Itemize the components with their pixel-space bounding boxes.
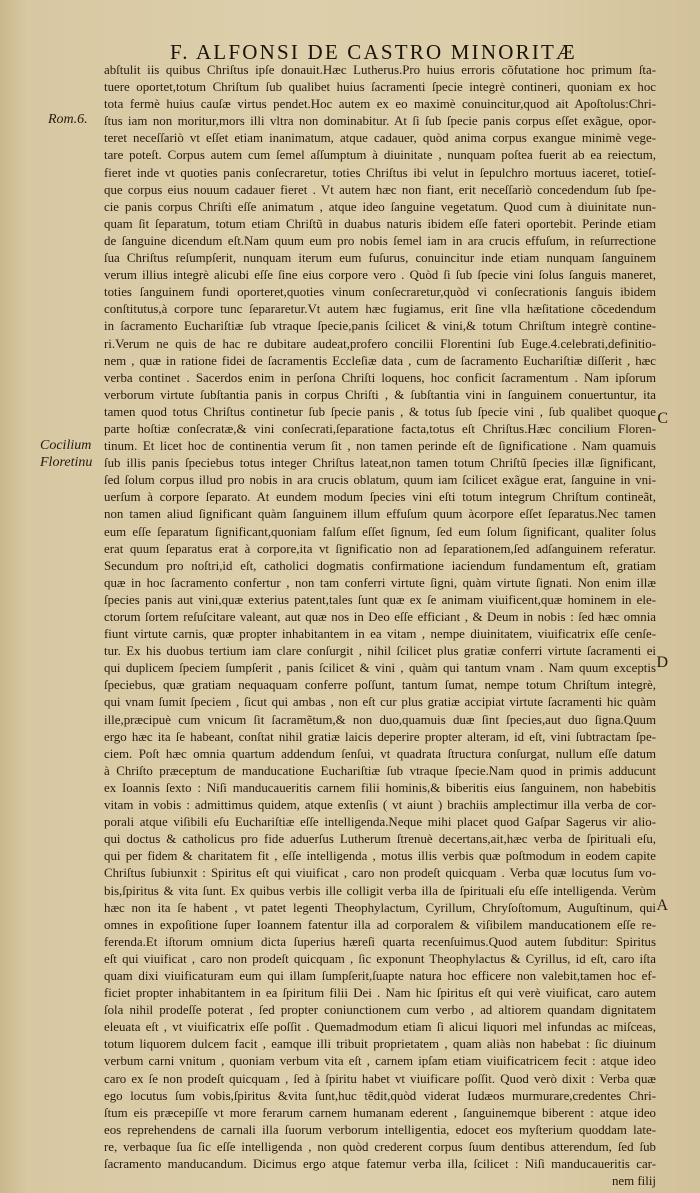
text-line: eleuata eſt , vt viuificatrix eſſe poſſit . Quemadmodum etiam ſi alicui liquori mel infundas ac miſceas, [104, 1020, 656, 1035]
margin-note-concilium: Cocilium [40, 438, 92, 453]
text-line: qui duplicem ſpeciem ſumpſerit , panis ſcilicet & vini , quàm qui tantum vnam . Nam quum exceptis [104, 661, 656, 676]
text-line: cie panis corpus Chriſti eſſe animatum , atque ideo ſanguine vegetatum. Quod cum à diuinitate nun- [104, 199, 656, 214]
text-line: quam ſit ſeparatum, totum etiam Chriſtũ in duabus naturis ibidem eſſe fateri oportebit. Perinde etiam [104, 216, 656, 231]
text-line: de ſanguine dicendum eſt.Nam quum eum pro nobis ſemel iam in ara crucis effuſum, in reſurrectione [104, 233, 656, 248]
text-line: verum illius integrè alicubi eſſe ſine eius corpore vero . Quòd ſi ſub ſpecie vini ſolus ſanguis maneret, [104, 268, 656, 283]
text-line: ſola nihil prodeſſe poterat , ſed propter coniunctionem cum verbo , ad altiorem quandam dignitatem [104, 1003, 656, 1018]
text-line: ſpeciebus, quæ gratiam nequaquam conferre poſſunt, tantum ſumat, nempe totum Chriſtum integrè, [104, 678, 656, 693]
text-line: ſub illis panis ſpeciebus totus integer Chriſtus lateat,non tamen totum Chriſtũ ſpecies illæ ſignificant, [104, 456, 656, 471]
text-line: ciem. Poſt hæc omnia quartum addendum ſenſui, vt quadrata ſtructura conſurgat, nullum eſſe datum [104, 746, 656, 761]
text-line: verborum virtute ſubſtantia panis in corpus Chriſti , & ſubſtantia vini in ſanguinem conuertuntur, ita [104, 387, 656, 402]
text-line: tur. Ex his duobus tertium iam clare conſurgit , nihil ſcilicet plus gratiæ conferri virtute ſacramenti ei [104, 644, 656, 659]
text-line: quam dixi viuificaturam eum qui illam ſumpſerit,ſuapte natura hoc efficere non valebit,tamen hoc ef- [104, 968, 656, 983]
text-line: tuere oportet,totum Chriſtum ſub qualibet huius ſacramenti ſpecie integrè contineri, quoniam ex hoc [104, 80, 656, 95]
text-line: ſtum eis præcepiſſe vt more ferarum carnem humanam ederent , ſanguinemque biberent : atque ideo [104, 1105, 656, 1120]
text-line: verbum carni vnitum , quoniam verbum vita eſt , carnem ipſam etiam viuificatricem fecit : atque ideo [104, 1054, 656, 1069]
text-line: ri.Verum ne quis de hac re dubitare audeat,profero concilii Florentini ſub Euge.4.celebrati,definitio- [104, 336, 656, 351]
text-line: vitam in vobis : admittimus quidem, atque extenſis ( vt aiunt ) brachiis amplectimur illa verba de cor- [104, 798, 656, 813]
text-line: tinum. Et licet hoc de continentia verum ſit , non tamen perinde eſt de ſignificatione . Nam quamuis [104, 439, 656, 454]
text-line: tamen quod totus Chriſtus continetur ſub ſpecie panis , & totus ſub ſpecie vini , ſub qualibet quoque [104, 404, 656, 419]
margin-note-florentinum: Floretinu [40, 455, 93, 470]
text-line: quæ in hoc ſacramento confertur , non tam conferri virtute ſigni, quàm virtute ſignati. Non enim illæ [104, 575, 656, 590]
text-line: ergo hæc ita ſe habeant, conſtat nihil gratiæ laicis deperire propter alteram, id eſt, vini ſubtractam ſpe- [104, 729, 656, 744]
text-line: eum eſſe ſeparatum ſignificant,quoniam falſum eſſet ſignum, ſed eum ſolum ſignificant, qualiter ſolus [104, 524, 656, 539]
text-line: ficiet propter inhabitantem in ea ſpiritum filii Dei . Nam hic ſpiritus eſt qui verè viuificat, caro autem [104, 986, 656, 1001]
text-line: tota fermè huius cauſæ virtus pendet.Hoc autem ex eo maximè conuincitur,quod ait Apoſtolus:Chri- [104, 97, 656, 112]
text-line: in ſacramento Euchariſtiæ ſub vtraque ſpecie,panis ſcilicet & vini,& totum Chriſtum integrè contine- [104, 319, 656, 334]
text-line: toties ſanguinem fundi oporteret,quoties vinum conſecraretur,quòd vi conſecrationis ſanguis ibidem [104, 285, 656, 300]
side-letter-a: A [656, 897, 668, 914]
text-line: teret neceſſariò vt eſſet etiam inanimatum, atque cadauer, quòd anima corpus exangue minimè vege- [104, 131, 656, 146]
text-line: eſt qui viuificat , caro non prodeſt quicquam , ſic exponunt Theophylactus & Cyrillus, id eſt, caro iſta [104, 951, 656, 966]
text-line: ctorum ſortem reſuſcitare valeant, aut quæ nos in Deo eſſe efficiant , & Deum in nobis : ſed hæc omnia [104, 610, 656, 624]
text-line: uerſum à corpore ſeparato. At eundem modum ſpecies vini eſti totum integrum Chriſtum contineãt, [104, 490, 656, 505]
text-line: à Chriſto præceptum de manducatione Euchariſtiæ ſub vtraque ſpecie.Nam quod in primis adducunt [104, 763, 656, 778]
text-line: qui per fidem & charitatem fit , eſſe intelligenda , motus illis verbis quæ poſtmodum in eodem capite [104, 849, 656, 864]
text-line: nem , quæ in ratione fidei de ſacramentis Eccleſiæ data , cum de ſacramento Euchariſtiæ diſſerit , hæc [104, 353, 656, 368]
text-line: conſtitutus,à corpore tunc ſepararetur.Vt autem hæc fugiamus, erit ſine vlla hæſitatione cõcedendum [104, 302, 656, 317]
text-line: hæc non ita ſe habent , vt patet legenti Theophylactum, Cyrillum, Chryſoſtomum, Auguſtinum, qui [104, 900, 656, 915]
body-text [104, 62, 656, 1190]
text-line: ſtus iam non moritur,mors illi vltra non dominabitur. At ſi ſub ſpecie panis corpus eſſet exãgue, opor- [104, 114, 656, 129]
text-line: ſua Chriſtus reſumpſerit, nunquam iterum eum fuſurus, conuincitur inde etiam nunquam ſanguinem [104, 251, 656, 266]
text-line: ex Ioannis ſexto : Niſi manducaueritis carnem filii hominis,& biberitis eius ſanguinem, non habebitis [104, 780, 656, 795]
side-letter-d: D [656, 654, 668, 671]
text-line: fiunt virtute carnis, quæ propter inhabitantem in ea vitam , nempe diuinitatem, viuificatrix eſſe cenſe- [104, 627, 656, 642]
text-line: omnes in expoſitione ſuper Ioannem fatentur illa ad corporalem & viſibilem manducationem eſſe re- [104, 917, 656, 932]
text-line: non tamen aliud ſignificant quàm ſanguinem illum effuſum quum àcorpore eſſet ſeparatus.Nec tamen [104, 507, 656, 522]
text-line: caro ex ſe non prodeſt quicquam , ſed à ſpiritu habet vt viuificare poſſit. Quod verò dixit : Verba quæ [104, 1071, 656, 1086]
text-line: ſpecies panis aut vini,quæ exterius patent,tales ſunt quæ ex ſe animam viuificent,quæ hominem in ele- [104, 592, 656, 607]
text-line: parte hoſtiæ conſecratæ,& vini conſecrati,ſeparatione facta,totus eſt Chriſtus.Hæc concilium Floren- [104, 421, 656, 436]
text-line: ſed ſolum corpus illud pro nobis in ara crucis oblatum, quum iam ſcilicet exãgue erat, ſanguine in vni- [104, 473, 656, 488]
text-line: Chriſtus ſubiunxit : Spiritus eſt qui viuificat , caro non prodeſt quicquam . Verba quæ locutus ſum vo- [104, 866, 656, 881]
text-line: ferenda.Et iſtorum omnium dicta ſuperius hæreſi quarta recenſuimus.Quod autem ſubditur: Spiritus [104, 934, 656, 949]
text-line: qui doctus & catholicus pro fide aduerſus Lutherum ſtrenuè decertans,ait,hæc verba de ſpirituali eſu, [104, 832, 656, 847]
text-line: ſacramento manducandum. Dicimus ergo atque fatemur verba illa, ſcilicet : Niſi manducaueritis car- [104, 1157, 656, 1171]
text-line: re, verbaque ſua ſic eſſe intelligenda , non quòd crederent corpus ſuum dentibus atterendum, ſed ſub [104, 1139, 656, 1154]
text-line: que corpus eius nouum cadauer fieret . Vt autem hæc non fiant, erit neceſſariò concedendum ſub ſpe- [104, 182, 656, 197]
text-line: porali atque viſibili eſu Euchariſtiæ eſſe intelligenda.Neque mihi placet quod Gaſpar Sagerus vir alio- [104, 815, 656, 830]
text-line: qui vnam ſumit ſpeciem , ſicut qui ambas , non eſt cur plus gratiæ accipiat virtute ſacramenti hic quàm [104, 695, 656, 710]
margin-note-rom: Rom.6. [48, 112, 88, 127]
text-line: erat quum ſeparatus erat à corpore,ita vt ſignificatio non ad ſeparationem,ſed adſanguinem referatur. [104, 541, 656, 556]
text-line: totum liquorem dulcem facit , eamque illi tribuit proprietatem , quam aliàs non habebat : ſic diuinum [104, 1037, 656, 1052]
text-line: ego locutus ſum vobis,ſpiritus &vita ſunt,huc tẽdit,quòd viderat Iudæos murmurare,credentes Chri- [104, 1088, 656, 1103]
side-letter-c: C [657, 410, 668, 427]
text-line: tare poteſt. Corpus autem cum ſemel aſſumptum à diuinitate , nunquam poſtea fuerit ab ea reiectum, [104, 148, 656, 163]
text-line: Secundum pro noſtri,id eſt, catholici dogmatis confirmatione iaciendum fundamentum eſt, gratiam [104, 558, 656, 573]
text-line: fieret inde vt quoties panis conſecraretur, toties Chriſtus ibi velut in ſepulchro mortuus iaceret, totieſ- [104, 165, 656, 180]
running-head: F. ALFONSI DE CASTRO MINORITÆ [170, 40, 577, 64]
text-line: nem filij [611, 1174, 656, 1189]
text-line: bis,ſpiritus & vita ſunt. Ex quibus verbis ille colligit verba illa de ſpirituali eſu eſſe intelligenda. Verùm [104, 883, 656, 898]
text-line: eos reprehendens de carnali illa ſuorum verborum intelligentia, edocet eos myſterium quoddam late- [104, 1122, 656, 1137]
text-line: ille,præcipuè cum vnicum ſit ſacramẽtum,& non duo,quamuis duæ ſint ſpecies,aut duo ſigna.Quum [104, 712, 656, 727]
text-line: abſtulit iis quibus Chriſtus ipſe donauit.Hæc Lutherus.Pro huius erroris cõfutatione hoc primum ſta- [104, 63, 656, 77]
text-line: verba continet . Sacerdos enim in perſona Chriſti loquens, hoc conficit ſacramentum . Nam ipſorum [104, 370, 656, 385]
